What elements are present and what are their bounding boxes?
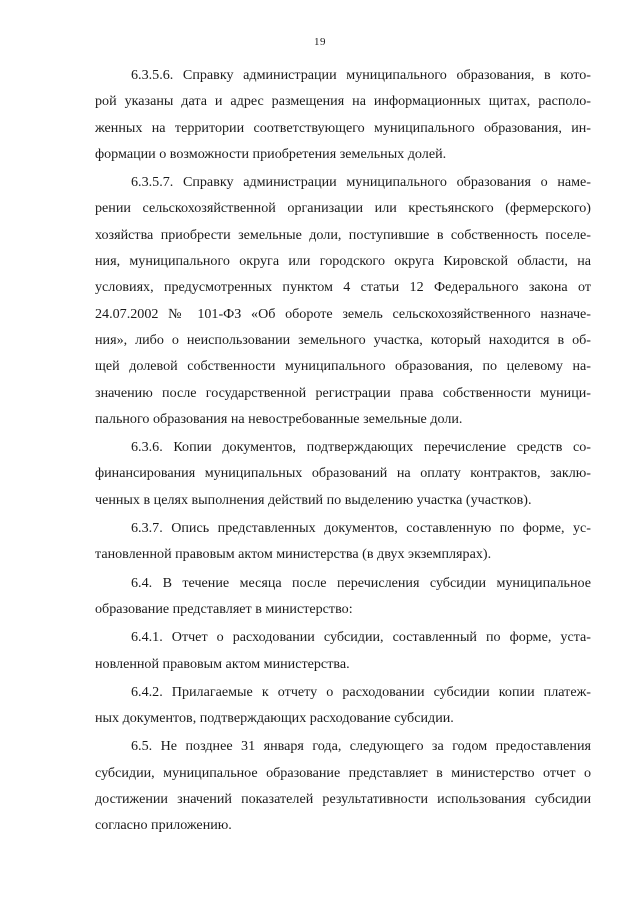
text-line: 6.5. Не позднее 31 января года, следующего за годом предоставления [131, 738, 591, 755]
paragraph-6-3-6 [95, 434, 591, 513]
text-line: 6.3.6. Копии документов, подтверждающих перечисление средств со- [131, 439, 591, 456]
text-line: значению после государственной регистрации права собственности муници- [95, 384, 591, 401]
text-line: 6.4.1. Отчет о расходовании субсидии, составленный по форме, уста- [131, 629, 591, 646]
text-line: формации о возможности приобретения земельных долей. [95, 145, 447, 162]
text-line: ных документов, подтверждающих расходование субсидии. [95, 710, 454, 727]
text-line: 24.07.2002 № 101-ФЗ «Об обороте земель сельскохозяйственного назначе- [95, 305, 591, 322]
text-line: 6.4.2. Прилагаемые к отчету о расходовании субсидии копии платеж- [131, 683, 591, 700]
text-line: пального образования на невостребованные земельные доли. [95, 410, 463, 427]
text-line: 6.3.5.6. Справку администрации муниципального образования, в кото- [131, 67, 591, 83]
text-line: 6.3.5.7. Справку администрации муниципального образования о наме- [131, 174, 591, 191]
text-line: 6.4. В течение месяца после перечисления субсидии муниципальное [131, 574, 591, 591]
text-line: хозяйства приобрести земельные доли, поступившие в собственность поселе- [95, 226, 591, 243]
text-line: новленной правовым актом министерства. [95, 655, 350, 672]
text-line: достижении значений показателей результативности использования субсидии [95, 791, 591, 808]
text-line: субсидии, муниципальное образование представляет в министерство отчет о [95, 764, 591, 781]
paragraph-6-4 [95, 570, 591, 623]
text-line: ния, муниципального округа или городского округа Кировской области, на [95, 253, 591, 270]
text-line: ченных в целях выполнения действий по выделению участка (участков). [95, 491, 532, 508]
paragraph-6-4-2 [95, 679, 591, 732]
text-line: щей долевой собственности муниципального образования, по целевому на- [95, 358, 591, 375]
text-line: женных на территории соответствующего муниципального образования, ин- [95, 119, 591, 136]
text-line: согласно приложению. [95, 817, 232, 834]
paragraph-6-5 [95, 733, 591, 838]
text-line: ния», либо о неиспользовании земельного участка, который находится в об- [95, 331, 591, 348]
document-body [95, 62, 591, 841]
paragraph-6-4-1 [95, 624, 591, 677]
paragraph-6-3-5-6 [95, 62, 591, 167]
paragraph-6-3-7 [95, 515, 591, 568]
text-line: рой указаны дата и адрес размещения на информационных щитах, располо- [95, 93, 591, 110]
text-line: образование представляет в министерство: [95, 600, 353, 617]
paragraph-6-3-5-7 [95, 169, 591, 432]
page-number: 19 [314, 36, 326, 48]
text-line: условиях, предусмотренных пунктом 4 статьи 12 Федерального закона от [95, 279, 591, 296]
text-line: 6.3.7. Опись представленных документов, составленную по форме, ус- [131, 520, 591, 537]
text-line: рении сельскохозяйственной организации или крестьянского (фермерского) [95, 200, 591, 217]
text-line: финансирования муниципальных образований на оплату контрактов, заклю- [95, 465, 591, 482]
text-line: тановленной правовым актом министерства (в двух экземплярах). [95, 546, 492, 563]
